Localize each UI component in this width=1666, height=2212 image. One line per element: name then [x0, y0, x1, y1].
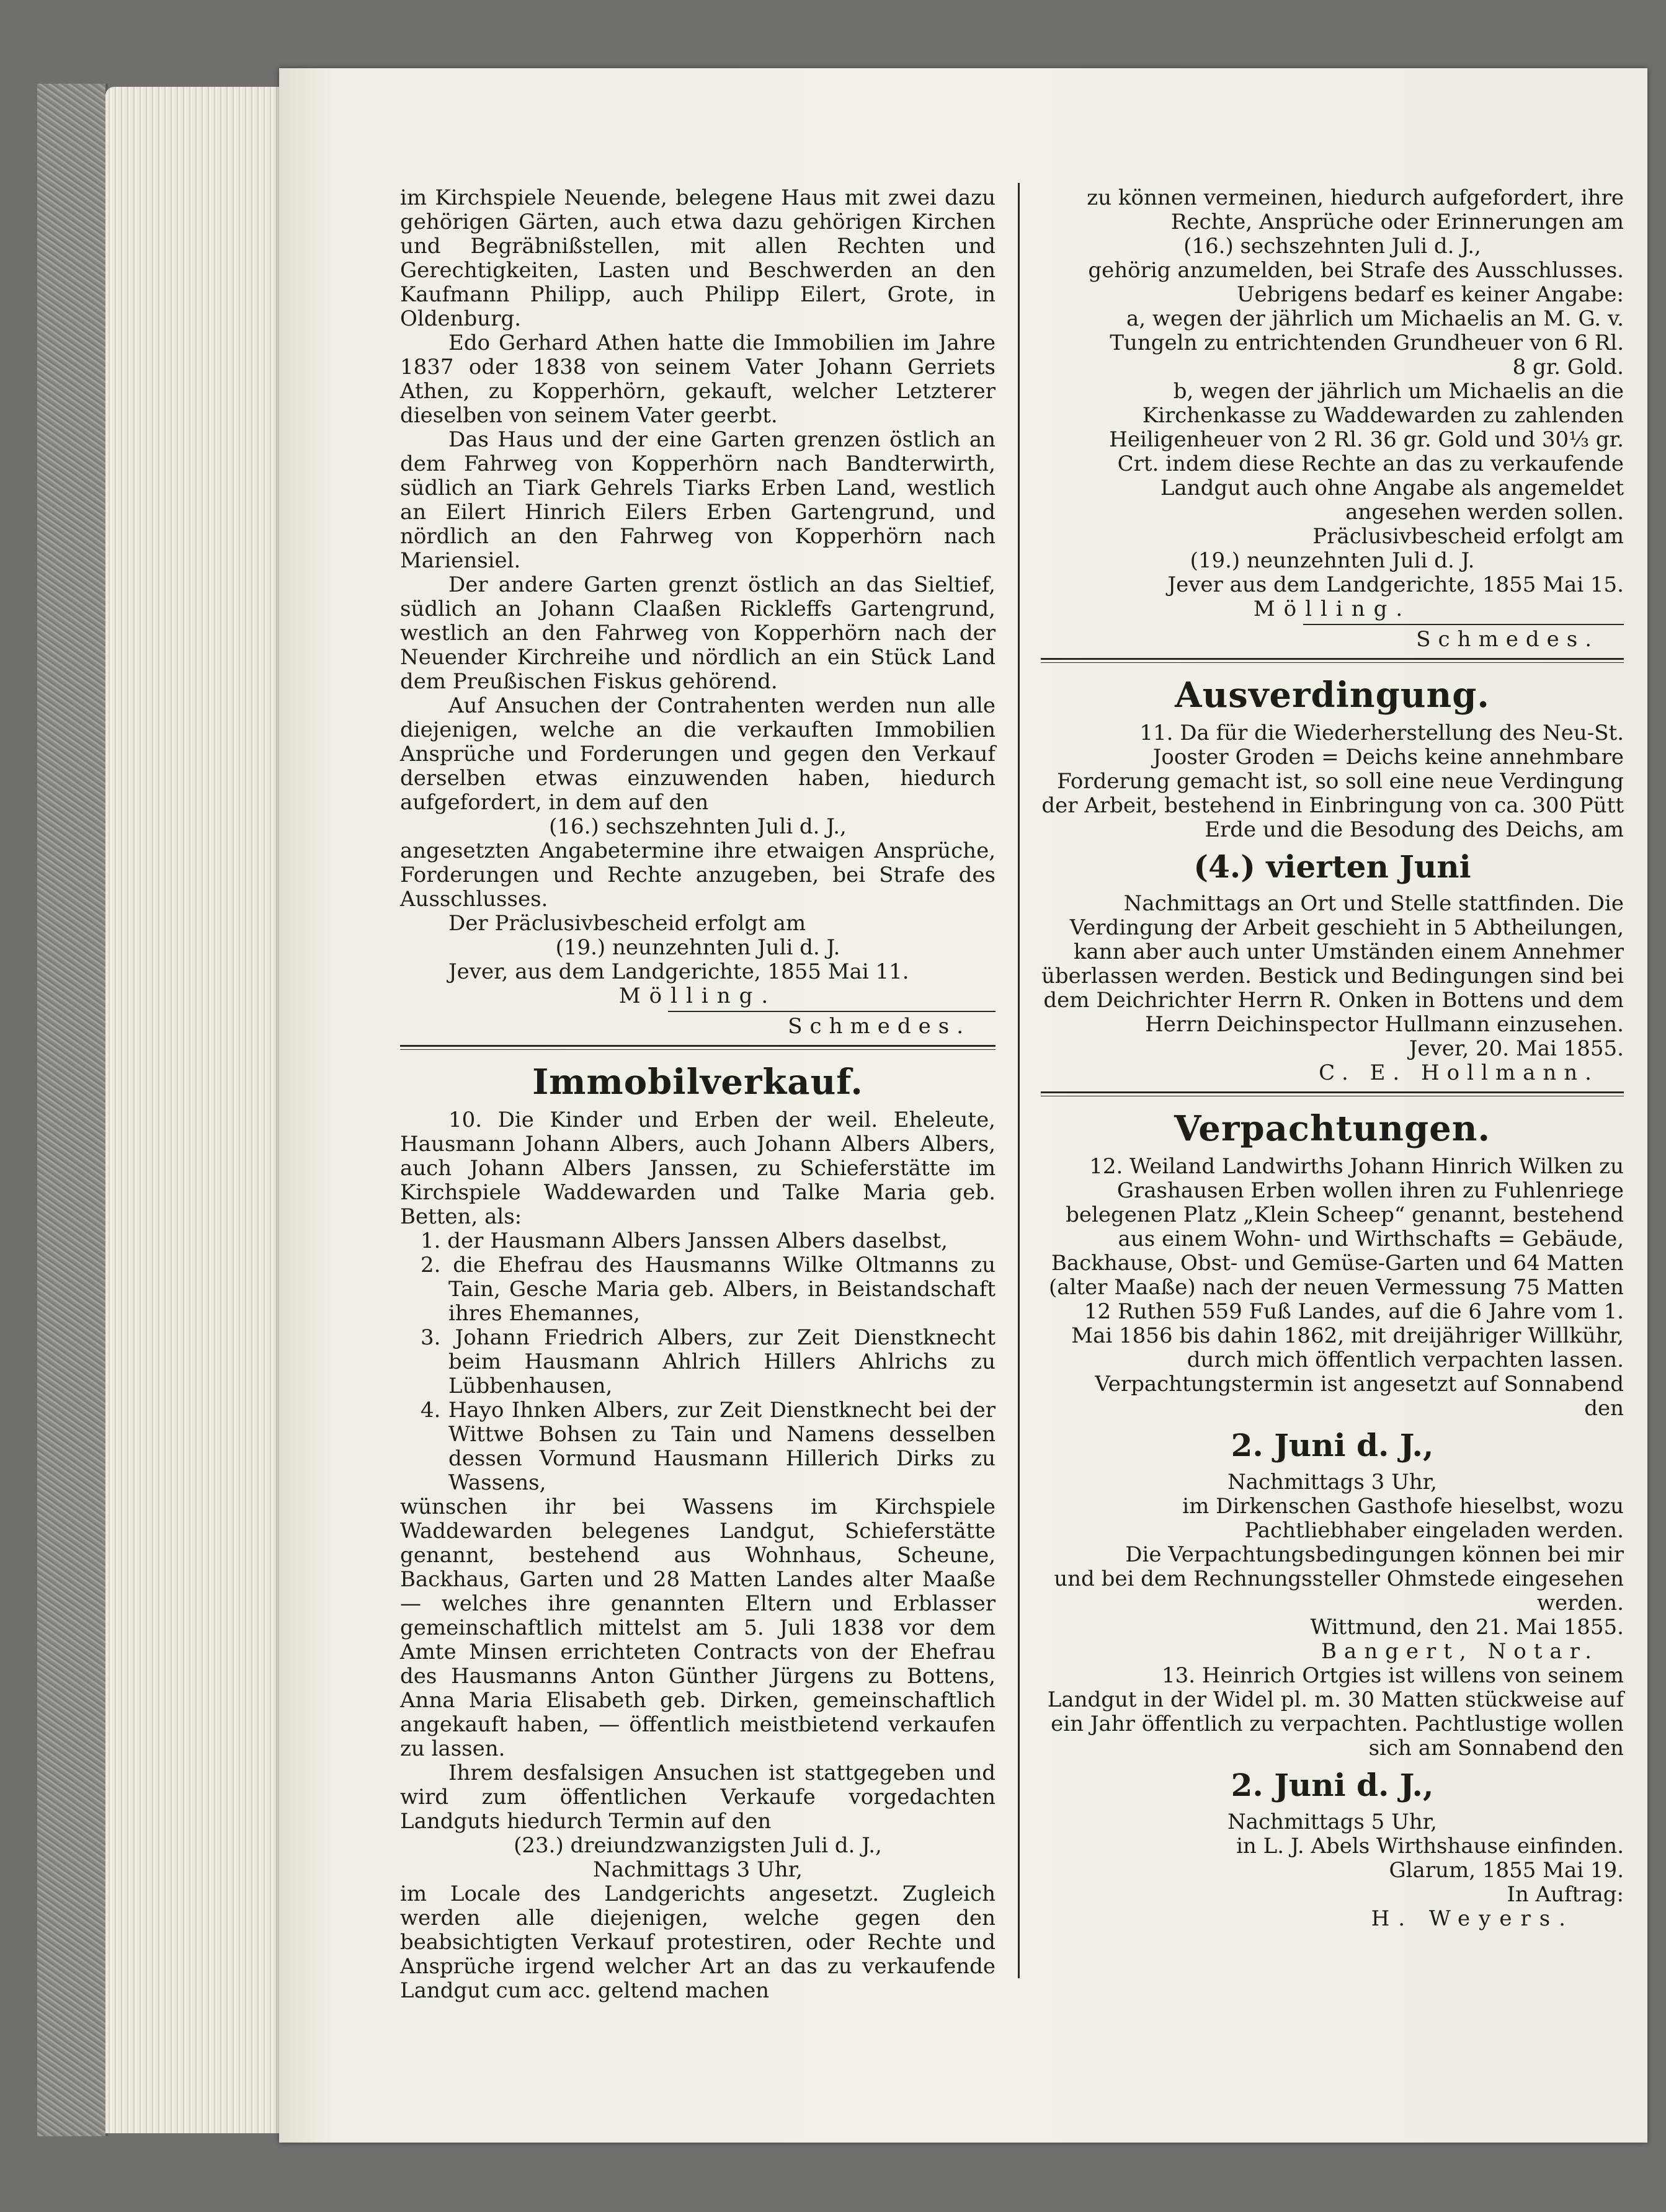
- signature: H. Weyers.: [1371, 1906, 1574, 1931]
- paragraph: Die Verpachtungsbedingungen können bei mir und bei dem Rechnungssteller Ohmstede eingesehen werden.: [1054, 1542, 1624, 1615]
- date-line: (16.) sechszehnten Juli d. J.,: [549, 814, 847, 839]
- paragraph: Edo Gerhard Athen hatte die Immobilien im Jahre 1837 oder 1838 von seinem Vater Johann Gerriets Athen, zu Kopperhörn, gekauft, welcher Letzterer dieselben von seinem Vater geerbt.: [400, 331, 996, 428]
- list-item: a, wegen der jährlich um Michaelis an M. G. v. Tungeln zu entrichtenden Grundheuer von 6 Rl. 8 gr. Gold.: [1110, 306, 1624, 380]
- list-item: 4. Hayo Ihnken Albers, zur Zeit Dienstknecht bei der Wittwe Bohsen zu Tain und Namens desselben dessen Vormund Hausmann Hillerich Dirks zu Wassens,: [421, 1398, 996, 1495]
- page-edges: [105, 87, 282, 2133]
- right-column: [1041, 186, 1624, 1931]
- rule: [668, 1011, 996, 1012]
- paragraph: Der Präclusivbescheid erfolgt am: [448, 911, 806, 936]
- list-item: 3. Johann Friedrich Albers, zur Zeit Dienstknecht beim Hausmann Ahlrich Hillers Ahlrichs zu Lübbenhausen,: [421, 1325, 996, 1398]
- signature: Mölling.: [1253, 597, 1412, 621]
- date-line: 2. Juni d. J.,: [1231, 1767, 1434, 1803]
- paragraph: im Kirchspiele Neuende, belegene Haus mit zwei dazu gehörigen Gärten, auch etwa dazu gehörigen Kirchen und Begräbnißstellen, mit allen Rechten und Gerechtigkeiten, Lasten und Beschwerden an den Kaufmann Philipp, auch Philipp Eilert, Grote, in Oldenburg.: [400, 185, 996, 331]
- signature: C. E. Hollmann.: [1319, 1060, 1599, 1085]
- column-divider: [1018, 183, 1020, 1978]
- list-item: 1. der Hausmann Albers Janssen Albers daselbst,: [421, 1228, 948, 1253]
- newspaper-page: [279, 68, 1647, 2143]
- section-rule: [1041, 658, 1624, 663]
- paragraph: 10. Die Kinder und Erben der weil. Eheleute, Hausmann Johann Albers, auch Johann Albers Albers, auch Johann Albers Janssen, zu Schieferstätte im Kirchspiele Waddewarden und Talke Maria geb. Betten, als:: [400, 1108, 996, 1229]
- date-line: 2. Juni d. J.,: [1231, 1427, 1434, 1464]
- list-item: 2. die Ehefrau des Hausmanns Wilke Oltmanns zu Tain, Gesche Maria geb. Albers, in Beistandschaft ihres Ehemannes,: [421, 1253, 996, 1326]
- signature: Schmedes.: [1416, 627, 1599, 652]
- time-line: Nachmittags 3 Uhr,: [1227, 1470, 1437, 1495]
- paragraph: 13. Heinrich Ortgies ist willens von seinem Landgut in der Widel pl. m. 30 Matten stückweise auf ein Jahr öffentlich zu verpachten. Pachtlustige wollen sich am Sonnabend den: [1047, 1663, 1624, 1761]
- section-heading: Ausverdingung.: [1175, 675, 1490, 716]
- paragraph: Verpachtungstermin ist angesetzt auf Sonnabend den: [1095, 1372, 1624, 1421]
- paragraph: in L. J. Abels Wirthshause einfinden.: [1236, 1834, 1624, 1859]
- date-line: (16.) sechszehnten Juli d. J.,: [1183, 234, 1481, 259]
- date-line: (19.) neunzehnten Juli d. J.: [555, 935, 840, 960]
- paragraph: Der andere Garten grenzt östlich an das Sieltief, südlich an Johann Claaßen Rickleffs Gartengrund, westlich an den Fahrweg von Kopperhörn nach der Neuender Kirchreihe und nördlich an ein Stück Land dem Preußischen Fiskus gehörend.: [400, 572, 996, 694]
- place-date: Jever, 20. Mai 1855.: [1409, 1036, 1624, 1061]
- place-date: Wittmund, den 21. Mai 1855.: [1310, 1615, 1624, 1640]
- left-column: [400, 186, 996, 2003]
- paragraph: gehörig anzumelden, bei Strafe des Ausschlusses.: [1088, 258, 1624, 283]
- place-date: Jever, aus dem Landgerichte, 1855 Mai 11.: [448, 959, 909, 984]
- book-spine: [37, 84, 108, 2136]
- paragraph: Das Haus und der eine Garten grenzen östlich an dem Fahrweg von Kopperhörn nach Bandterwirth, südlich an Tiark Gehrels Tiarks Erben Land, westlich an Eilert Hinrich Eilers Erben Gartengrund, und nördlich an den Fahrweg von Kopperhörn nach Mariensiel.: [400, 427, 996, 573]
- section-rule: [400, 1045, 996, 1050]
- paragraph: zu können vermeinen, hiedurch aufgefordert, ihre Rechte, Ansprüche oder Erinnerungen am: [1087, 185, 1624, 234]
- section-heading: Immobilverkauf.: [532, 1062, 863, 1103]
- paragraph: wünschen ihr bei Wassens im Kirchspiele Waddewarden belegenes Landgut, Schieferstätte genannt, bestehend aus Wohnhaus, Scheune, Backhaus, Garten und 28 Matten Landes alter Maaße — welches ihre genannten Eltern und Erblasser gemeinschaftlich mittelst am 5. Juli 1838 vor dem Amte Minsen errichteten Contracts von der Ehefrau des Hausmanns Anton Günther Jürgens zu Bottens, Anna Maria Elisabeth geb. Dirken, gemeinschaftlich angekauft haben, — öffentlich meistbietend verkaufen zu lassen.: [400, 1495, 996, 1761]
- paragraph: 11. Da für die Wiederherstellung des Neu-St. Jooster Groden = Deichs keine annehmbare Forderung gemacht ist, so soll eine neue Verdingung der Arbeit, bestehend in Einbringung von ca. 300 Pütt Erde und die Besodung des Deichs, am: [1041, 721, 1624, 842]
- date-line: (19.) neunzehnten Juli d. J.: [1190, 548, 1475, 573]
- paragraph: Uebrigens bedarf es keiner Angabe:: [1236, 282, 1624, 307]
- section-rule: [1041, 1091, 1624, 1096]
- paragraph: 12. Weiland Landwirths Johann Hinrich Wilken zu Grashausen Erben wollen ihren zu Fuhlenriege belegenen Platz „Klein Scheep“ genannt, bestehend aus einem Wohn- und Wirthschafts = Gebäude, Backhause, Obst- und Gemüse-Garten und 64 Matten (alter Maaße) nach der neuen Vermessung 75 Matten 12 Ruthen 559 Fuß Landes, auf die 6 Jahre vom 1. Mai 1856 bis dahin 1862, mit dreijähriger Willkühr, durch mich öffentlich verpachten lassen.: [1048, 1154, 1624, 1372]
- place-date: Glarum, 1855 Mai 19.: [1389, 1858, 1624, 1883]
- paragraph: im Dirkenschen Gasthofe hieselbst, wozu Pachtliebhaber eingeladen werden.: [1182, 1494, 1624, 1543]
- date-line: (4.) vierten Juni: [1193, 848, 1471, 885]
- signature: Schmedes.: [788, 1014, 971, 1039]
- paragraph: Nachmittags an Ort und Stelle stattfinden. Die Verdingung der Arbeit geschieht in 5 Abtheilungen, kann aber auch unter Umständen einem Annehmer überlassen werden. Bestick und Bedingungen sind bei dem Deichrichter Herrn R. Onken in Bottens und dem Herrn Deichinspector Hullmann einzusehen.: [1041, 891, 1624, 1037]
- place-date: Jever aus dem Landgerichte, 1855 Mai 15.: [1167, 572, 1624, 597]
- paragraph: Ihrem desfalsigen Ansuchen ist stattgegeben und wird zum öffentlichen Verkaufe vorgedachten Landguts hiedurch Termin auf den: [400, 1761, 996, 1834]
- signature: Mölling.: [618, 984, 777, 1008]
- time-line: Nachmittags 3 Uhr,: [592, 1857, 803, 1882]
- signature: Bangert, Notar.: [1321, 1639, 1599, 1664]
- paragraph: angesetzten Angabetermine ihre etwaigen Ansprüche, Forderungen und Rechte anzugeben, bei Strafe des Ausschlusses.: [400, 838, 996, 912]
- paragraph: im Locale des Landgerichts angesetzt. Zugleich werden alle diejenigen, welche gegen den beabsichtigten Verkauf protestiren, oder Rechte und Ansprüche irgend welcher Art an das zu verkaufende Landgut cum acc. geltend machen: [400, 1881, 996, 2003]
- paragraph: Auf Ansuchen der Contrahenten werden nun alle diejenigen, welche an die verkauften Immobilien Ansprüche und Forderungen und gegen den Verkauf derselben etwas einzuwenden haben, hiedurch aufgefordert, in dem auf den: [400, 693, 996, 815]
- date-line: (23.) dreiundzwanzigsten Juli d. J.,: [514, 1833, 882, 1858]
- rule: [1303, 624, 1624, 625]
- paragraph: In Auftrag:: [1507, 1882, 1624, 1907]
- paragraph: Präclusivbescheid erfolgt am: [1312, 524, 1624, 549]
- section-heading: Verpachtungen.: [1174, 1108, 1490, 1149]
- list-item: b, wegen der jährlich um Michaelis an die Kirchenkasse zu Waddewarden zu zahlenden Heiligenheuer von 2 Rl. 36 gr. Gold und 30⅓ gr. Crt. indem diese Rechte an das zu verkaufende Landgut auch ohne Angabe als angemeldet angesehen werden sollen.: [1109, 379, 1624, 525]
- time-line: Nachmittags 5 Uhr,: [1227, 1810, 1437, 1834]
